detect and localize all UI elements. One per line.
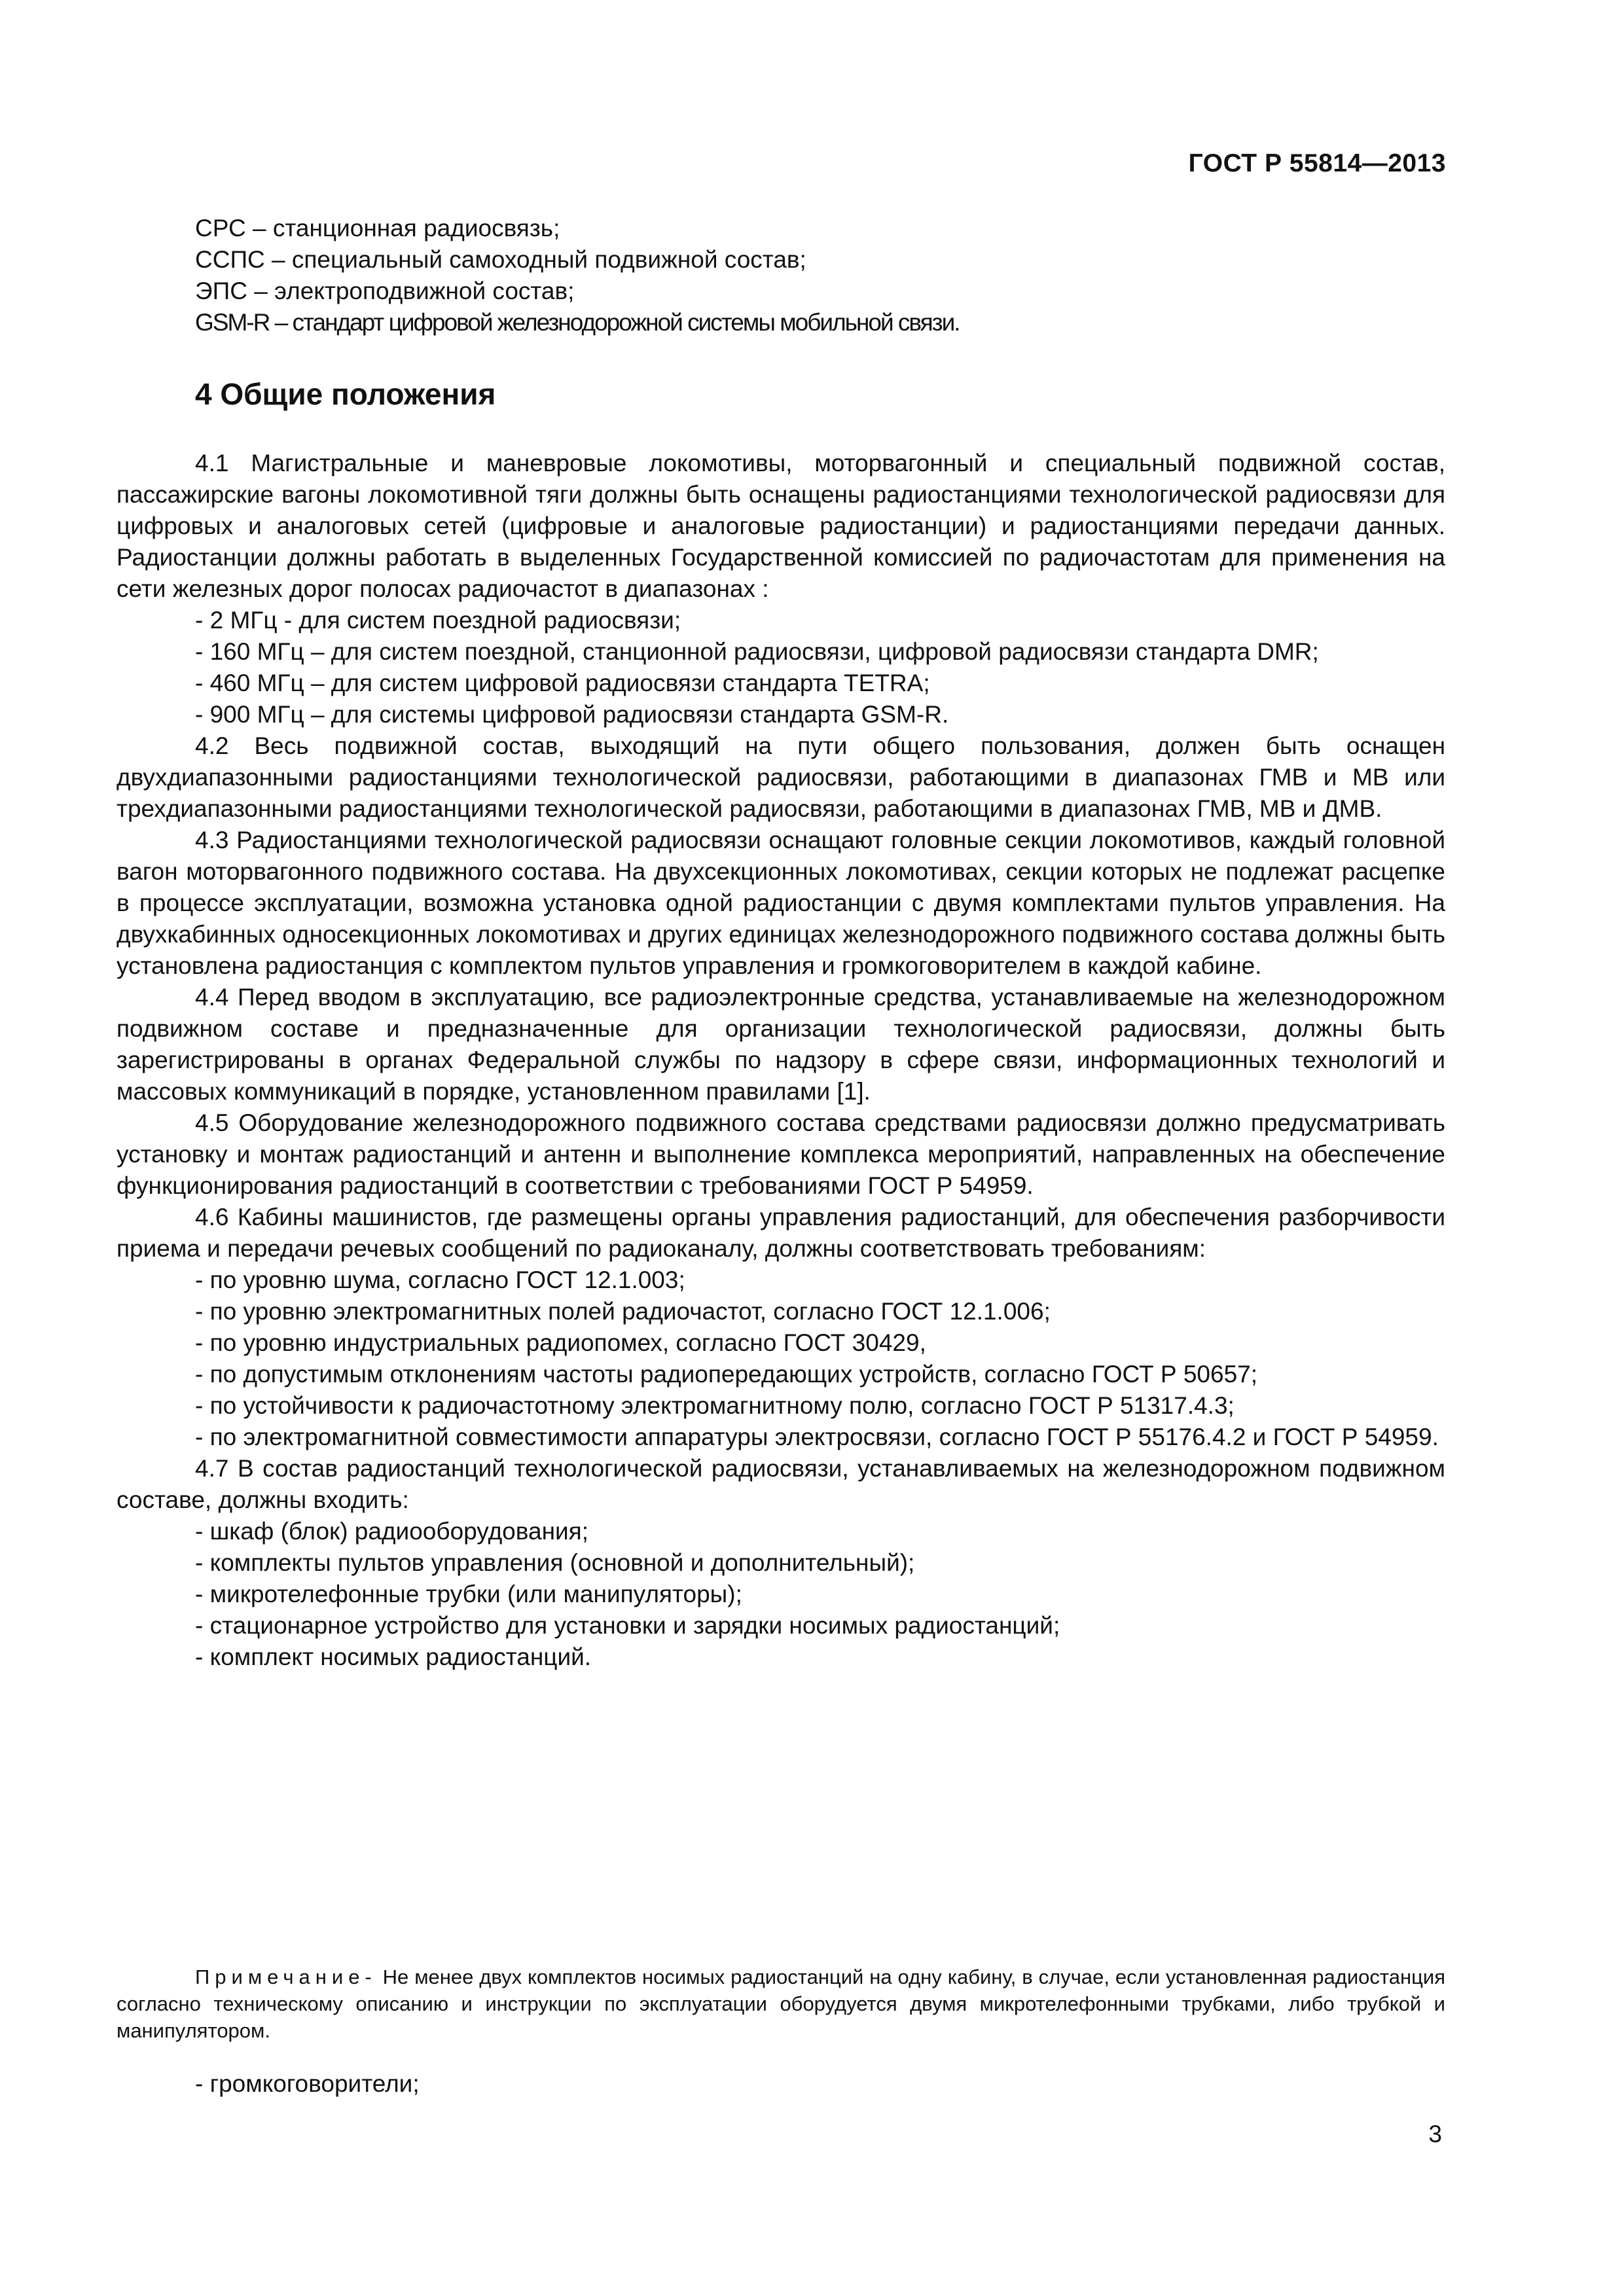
list-item: - по уровню шума, согласно ГОСТ 12.1.003; [195, 1266, 685, 1293]
list-item: - комплект носимых радиостанций. [195, 1643, 592, 1670]
paragraph-4-3: 4.3 Радиостанциями технологической радиосвязи оснащают головные секции локомотивов, каждый головной вагон моторвагонного подвижного состава. На двухсекционных локомотивах, секции которых не подлежат расцепке в процессе эксплуатации, возможна установка одной радиостанции с двумя комплектами пультов управления. На двухкабинных односекционных локомотивах и других единицах железнодорожного подвижного состава должны быть установлена радиостанция с комплектом пультов управления и громкоговорителем в каждой кабине. [117, 827, 1445, 979]
note-text: Не менее двух комплектов носимых радиостанций на одну кабину, в случае, если установленная радиостанция согласно техническому описанию и инструкции по эксплуатации оборудуется двумя микротелефонными трубками, либо трубкой и манипулятором. [117, 1965, 1445, 2042]
paragraph-4-5: 4.5 Оборудование железнодорожного подвижного состава средствами радиосвязи должно предусматривать установку и монтаж радиостанций и антенн и выполнение комплекса мероприятий, направленных на обеспечение функционирования радиостанций в соответствии с требованиями ГОСТ Р 54959. [117, 1109, 1445, 1199]
list-item: - микротелефонные трубки (или манипуляторы); [195, 1581, 742, 1607]
paragraph-4-2: 4.2 Весь подвижной состав, выходящий на пути общего пользования, должен быть оснащен двухдиапазонными радиостанциями технологической радиосвязи, работающими в диапазонах ГМВ и МВ или трехдиапазонными радиостанциями технологической радиосвязи, работающими в диапазонах ГМВ, МВ и ДМВ. [117, 732, 1445, 822]
note-label: Примечание- [195, 1965, 377, 1988]
list-item: - по допустимым отклонениям частоты радиопередающих устройств, согласно ГОСТ Р 50657; [195, 1361, 1258, 1388]
paragraph-4-6: 4.6 Кабины машинистов, где размещены органы управления радиостанций, для обеспечения разборчивости приема и передачи речевых сообщений по радиоканалу, должны соответствовать требованиям: [117, 1204, 1445, 1262]
paragraph-4-1: 4.1 Магистральные и маневровые локомотивы, моторвагонный и специальный подвижной состав, пассажирские вагоны локомотивной тяги должны быть оснащены радиостанциями технологической радиосвязи для цифровых и аналоговых сетей (цифровые и аналоговые радиостанции) и радиостанциями передачи данных. Радиостанции должны работать в выделенных Государственной комиссией по радиочастотам для применения на сети железных дорог полосах радиочастот в диапазонах : [117, 450, 1445, 602]
list-item: - комплекты пультов управления (основной и дополнительный); [195, 1549, 915, 1576]
note [117, 1964, 1445, 2044]
list-item: - громкоговорители; [195, 2070, 420, 2097]
list-item: - шкаф (блок) радиооборудования; [195, 1518, 588, 1545]
document-code-header: ГОСТ Р 55814—2013 [1188, 149, 1446, 177]
abbreviation-item: ССПС – специальный самоходный подвижной состав; [195, 246, 806, 273]
paragraph-4-7: 4.7 В состав радиостанций технологической радиосвязи, устанавливаемых на железнодорожном подвижном составе, должны входить: [117, 1455, 1445, 1513]
abbreviation-item: ЭПС – электроподвижной состав; [195, 278, 575, 304]
list-item: - 160 МГц – для систем поездной, станционной радиосвязи, цифровой радиосвязи стандарта DMR; [195, 638, 1319, 665]
list-item: - 460 МГц – для систем цифровой радиосвязи стандарта TETRA; [195, 670, 930, 696]
list-item: - 900 МГц – для системы цифровой радиосвязи стандарта GSM-R. [195, 701, 949, 728]
list-item: - по устойчивости к радиочастотному электромагнитному полю, согласно ГОСТ Р 51317.4.3; [195, 1392, 1235, 1419]
list-item: - 2 МГц - для систем поездной радиосвязи; [195, 607, 681, 634]
list-item: - по уровню электромагнитных полей радиочастот, согласно ГОСТ 12.1.006; [195, 1298, 1051, 1325]
paragraph-4-4: 4.4 Перед вводом в эксплуатацию, все радиоэлектронные средства, устанавливаемые на железнодорожном подвижном составе и предназначенные для организации технологической радиосвязи, должны быть зарегистрированы в органах Федеральной службы по надзору в сфере связи, информационных технологий и массовых коммуникаций в порядке, установленном правилами [1]. [117, 984, 1445, 1105]
page-number: 3 [1428, 2121, 1442, 2147]
list-item: - по уровню индустриальных радиопомех, согласно ГОСТ 30429, [195, 1329, 926, 1356]
continued-list [117, 2068, 1445, 2100]
list-item: - по электромагнитной совместимости аппаратуры электросвязи, согласно ГОСТ Р 55176.4.2 и ГОСТ Р 54959. [195, 1424, 1439, 1450]
abbreviation-item: GSM-R – стандарт цифровой железнодорожной системы мобильной связи. [195, 309, 960, 336]
section-title: 4 Общие положения [195, 377, 496, 411]
list-item: - стационарное устройство для установки и зарядки носимых радиостанций; [195, 1612, 1060, 1639]
section-body [117, 448, 1445, 1673]
abbreviations-list [117, 213, 1445, 338]
abbreviation-item: СРС – станционная радиосвязь; [195, 215, 560, 242]
